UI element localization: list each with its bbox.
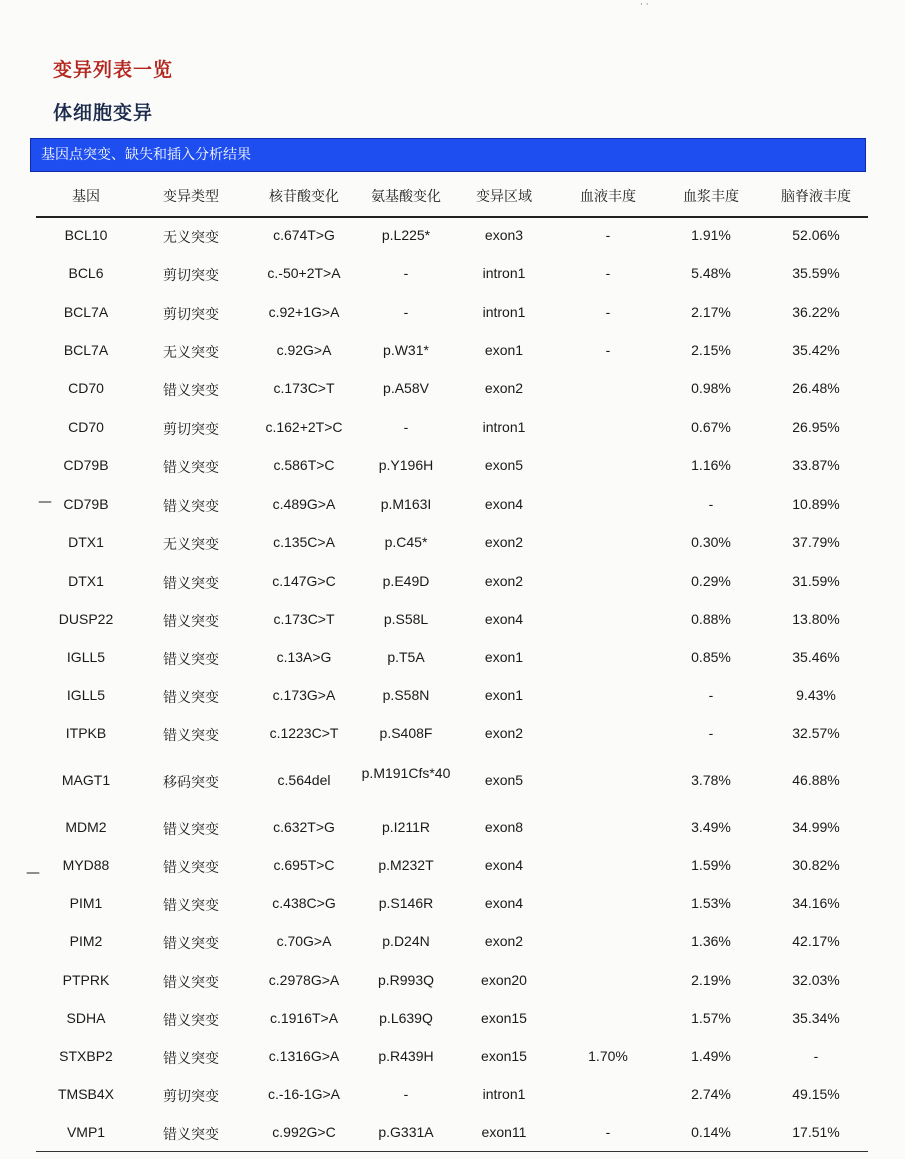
cell-variant-type: 移码突变 <box>163 774 219 790</box>
cell-nucleotide-change: c.586T>C <box>273 457 335 473</box>
cell-plasma-abundance: 1.53% <box>691 895 731 911</box>
cell-variant-region: exon11 <box>481 1124 527 1140</box>
cell-nucleotide-change: c.1223C>T <box>269 725 339 741</box>
cell-csf-abundance: 49.15% <box>792 1086 840 1102</box>
cell-amino-acid-change: - <box>403 419 409 435</box>
cell-amino-acid-change: p.W31* <box>383 342 429 358</box>
margin-mark: — <box>26 865 40 881</box>
cell-csf-abundance: 36.22% <box>792 304 840 320</box>
cell-variant-type: 无义突变 <box>163 536 219 552</box>
cell-variant-region: intron1 <box>482 419 526 435</box>
table-row <box>36 857 868 881</box>
cell-plasma-abundance: 1.36% <box>691 933 731 949</box>
cell-nucleotide-change: c.992G>C <box>272 1124 336 1140</box>
cell-nucleotide-change: c.2978G>A <box>268 972 340 988</box>
cell-gene: CD79B <box>63 457 109 473</box>
cell-gene: BCL7A <box>63 342 109 358</box>
cell-gene: DUSP22 <box>58 611 114 627</box>
header-plasma-abundance: 血浆丰度 <box>683 189 739 205</box>
cell-nucleotide-change: c.674T>G <box>273 227 335 243</box>
cell-gene: SDHA <box>66 1010 106 1026</box>
cell-variant-type: 剪切突变 <box>163 421 219 437</box>
cell-nucleotide-change: c.489G>A <box>272 496 336 512</box>
table-row <box>36 933 868 957</box>
cell-amino-acid-change: p.S408F <box>379 725 433 741</box>
header-nucleotide-change: 核苷酸变化 <box>269 189 339 205</box>
cell-variant-type: 错义突变 <box>163 382 219 398</box>
cell-amino-acid-change: p.S58N <box>382 687 430 703</box>
cell-nucleotide-change: c.1316G>A <box>268 1048 340 1064</box>
cell-csf-abundance: 32.03% <box>792 972 840 988</box>
cell-blood-abundance: - <box>605 265 611 281</box>
cell-nucleotide-change: c.13A>G <box>276 649 332 665</box>
table-row <box>36 1010 868 1034</box>
cell-amino-acid-change: p.M191Cfs*40 <box>361 765 451 781</box>
cell-gene: ITPKB <box>65 725 107 741</box>
header-variant-type: 变异类型 <box>163 189 219 205</box>
cell-variant-region: intron1 <box>482 1086 526 1102</box>
cell-amino-acid-change: p.A58V <box>383 380 429 396</box>
cell-variant-type: 错义突变 <box>163 689 219 705</box>
cell-plasma-abundance: 0.14% <box>691 1124 731 1140</box>
cell-amino-acid-change: - <box>403 1086 409 1102</box>
cell-variant-region: exon8 <box>484 819 524 835</box>
table-row <box>36 972 868 996</box>
cell-variant-type: 错义突变 <box>163 1126 219 1142</box>
cell-csf-abundance: 37.79% <box>792 534 840 550</box>
table-row <box>36 1086 868 1110</box>
cell-gene: BCL10 <box>64 227 108 243</box>
cell-variant-region: exon4 <box>484 611 524 627</box>
cell-csf-abundance: 30.82% <box>792 857 840 873</box>
cell-csf-abundance: 13.80% <box>792 611 840 627</box>
cell-amino-acid-change: p.Y196H <box>378 457 434 473</box>
cell-variant-region: intron1 <box>482 304 526 320</box>
cell-variant-type: 无义突变 <box>163 229 219 245</box>
cell-amino-acid-change: p.C45* <box>384 534 428 550</box>
cell-csf-abundance: 34.99% <box>792 819 840 835</box>
cell-gene: VMP1 <box>66 1124 106 1140</box>
table-row <box>36 1124 868 1148</box>
table-row <box>36 496 868 520</box>
header-variant-region: 变异区域 <box>476 189 532 205</box>
cell-variant-region: exon1 <box>484 649 524 665</box>
cell-variant-type: 剪切突变 <box>163 1088 219 1104</box>
section-title: 变异列表一览 <box>53 59 174 81</box>
cell-csf-abundance: 35.42% <box>792 342 840 358</box>
cell-blood-abundance: - <box>605 342 611 358</box>
cell-gene: CD79B <box>63 496 109 512</box>
cell-plasma-abundance: 5.48% <box>691 265 731 281</box>
cell-plasma-abundance: 0.98% <box>691 380 731 396</box>
cell-csf-abundance: 32.57% <box>792 725 840 741</box>
cell-variant-region: exon4 <box>484 496 524 512</box>
cell-amino-acid-change: p.R993Q <box>377 972 435 988</box>
table-header <box>36 176 868 218</box>
table-row <box>36 457 868 481</box>
table-row <box>36 304 868 328</box>
cell-nucleotide-change: c.438C>G <box>272 895 336 911</box>
table-row <box>36 649 868 673</box>
table-row <box>36 573 868 597</box>
table-row <box>36 819 868 843</box>
cell-csf-abundance: 33.87% <box>792 457 840 473</box>
table-row <box>36 380 868 404</box>
cell-gene: PIM2 <box>69 933 103 949</box>
cell-plasma-abundance: 1.59% <box>691 857 731 873</box>
cell-blood-abundance: - <box>605 227 611 243</box>
header-blood-abundance: 血液丰度 <box>580 189 636 205</box>
sub-title: 体细胞变异 <box>53 102 154 124</box>
cell-amino-acid-change: p.M232T <box>378 857 434 873</box>
cell-gene: PIM1 <box>69 895 103 911</box>
cell-csf-abundance: 26.95% <box>792 419 840 435</box>
scan-artifact-mark: · · <box>640 0 649 10</box>
header-csf-abundance: 脑脊液丰度 <box>781 189 851 205</box>
table-row <box>36 227 868 251</box>
table-row <box>36 419 868 443</box>
cell-nucleotide-change: c.147G>C <box>272 573 336 589</box>
table-row <box>36 265 868 289</box>
cell-variant-type: 剪切突变 <box>163 306 219 322</box>
cell-nucleotide-change: c.173C>T <box>273 380 335 396</box>
header-amino-acid-change: 氨基酸变化 <box>371 189 441 205</box>
cell-gene: MDM2 <box>65 819 107 835</box>
table-row <box>36 1048 868 1072</box>
cell-variant-region: exon2 <box>484 933 524 949</box>
cell-nucleotide-change: c.-16-1G>A <box>268 1086 340 1102</box>
cell-nucleotide-change: c.162+2T>C <box>265 419 343 435</box>
cell-plasma-abundance: 0.67% <box>691 419 731 435</box>
cell-amino-acid-change: - <box>403 304 409 320</box>
cell-variant-region: intron1 <box>482 265 526 281</box>
cell-variant-region: exon2 <box>484 380 524 396</box>
table-row <box>36 687 868 711</box>
cell-variant-region: exon3 <box>484 227 524 243</box>
cell-variant-region: exon2 <box>484 725 524 741</box>
cell-amino-acid-change: - <box>403 265 409 281</box>
cell-variant-type: 无义突变 <box>163 344 219 360</box>
cell-variant-type: 错义突变 <box>163 821 219 837</box>
cell-variant-region: exon2 <box>484 534 524 550</box>
cell-gene: TMSB4X <box>57 1086 114 1102</box>
cell-gene: DTX1 <box>68 534 104 550</box>
header-gene: 基因 <box>72 189 100 205</box>
cell-variant-region: exon4 <box>484 895 524 911</box>
cell-amino-acid-change: p.R439H <box>378 1048 434 1064</box>
cell-amino-acid-change: p.S58L <box>383 611 429 627</box>
cell-plasma-abundance: - <box>708 687 714 703</box>
cell-csf-abundance: 35.46% <box>792 649 840 665</box>
cell-nucleotide-change: c.70G>A <box>276 933 332 949</box>
cell-variant-region: exon15 <box>481 1010 527 1026</box>
cell-amino-acid-change: p.L639Q <box>379 1010 433 1026</box>
cell-nucleotide-change: c.173C>T <box>273 611 335 627</box>
cell-variant-type: 错义突变 <box>163 727 219 743</box>
cell-plasma-abundance: 1.91% <box>691 227 731 243</box>
cell-csf-abundance: 35.34% <box>792 1010 840 1026</box>
cell-variant-region: exon1 <box>484 342 524 358</box>
cell-nucleotide-change: c.-50+2T>A <box>267 265 341 281</box>
cell-variant-type: 错义突变 <box>163 651 219 667</box>
cell-gene: CD70 <box>68 380 104 396</box>
table-row <box>36 342 868 366</box>
cell-nucleotide-change: c.632T>G <box>273 819 335 835</box>
cell-csf-abundance: 35.59% <box>792 265 840 281</box>
cell-csf-abundance: 46.88% <box>792 772 840 788</box>
cell-plasma-abundance: 3.78% <box>691 772 731 788</box>
cell-variant-region: exon5 <box>484 772 524 788</box>
table-banner: 基因点突变、缺失和插入分析结果 <box>30 138 866 172</box>
cell-amino-acid-change: p.M163I <box>380 496 432 512</box>
cell-plasma-abundance: 1.57% <box>691 1010 731 1026</box>
cell-csf-abundance: 17.51% <box>792 1124 840 1140</box>
cell-variant-type: 剪切突变 <box>163 267 219 283</box>
cell-csf-abundance: 52.06% <box>792 227 840 243</box>
cell-blood-abundance: - <box>605 1124 611 1140</box>
table-row <box>36 895 868 919</box>
cell-gene: IGLL5 <box>66 687 106 703</box>
cell-plasma-abundance: 2.15% <box>691 342 731 358</box>
cell-gene: MYD88 <box>62 857 110 873</box>
cell-variant-region: exon2 <box>484 573 524 589</box>
cell-plasma-abundance: 2.17% <box>691 304 731 320</box>
cell-gene: STXBP2 <box>59 1048 113 1064</box>
table-row <box>36 725 868 749</box>
cell-amino-acid-change: p.S146R <box>378 895 434 911</box>
cell-nucleotide-change: c.1916T>A <box>269 1010 339 1026</box>
cell-variant-region: exon4 <box>484 857 524 873</box>
margin-mark: — <box>38 494 52 510</box>
cell-amino-acid-change: p.I211R <box>382 819 430 835</box>
cell-variant-region: exon20 <box>481 972 527 988</box>
cell-plasma-abundance: 2.19% <box>691 972 731 988</box>
cell-csf-abundance: 26.48% <box>792 380 840 396</box>
cell-plasma-abundance: 3.49% <box>691 819 731 835</box>
cell-csf-abundance: 31.59% <box>792 573 840 589</box>
cell-csf-abundance: 9.43% <box>796 687 836 703</box>
cell-plasma-abundance: 0.29% <box>691 573 731 589</box>
cell-gene: DTX1 <box>68 573 104 589</box>
cell-variant-type: 错义突变 <box>163 575 219 591</box>
cell-nucleotide-change: c.173G>A <box>272 687 336 703</box>
cell-variant-type: 错义突变 <box>163 1012 219 1028</box>
cell-nucleotide-change: c.695T>C <box>273 857 335 873</box>
cell-amino-acid-change: p.T5A <box>387 649 425 665</box>
cell-gene: PTPRK <box>62 972 110 988</box>
cell-plasma-abundance: - <box>708 725 714 741</box>
cell-variant-type: 错义突变 <box>163 459 219 475</box>
cell-variant-region: exon5 <box>484 457 524 473</box>
cell-gene: CD70 <box>68 419 104 435</box>
cell-variant-type: 错义突变 <box>163 613 219 629</box>
cell-variant-type: 错义突变 <box>163 1050 219 1066</box>
table-row <box>36 611 868 635</box>
cell-variant-region: exon1 <box>484 687 524 703</box>
cell-amino-acid-change: p.D24N <box>382 933 430 949</box>
cell-variant-region: exon15 <box>481 1048 527 1064</box>
cell-gene: IGLL5 <box>66 649 106 665</box>
cell-plasma-abundance: 1.49% <box>691 1048 731 1064</box>
cell-plasma-abundance: - <box>708 496 714 512</box>
table-row <box>36 534 868 558</box>
cell-plasma-abundance: 0.85% <box>691 649 731 665</box>
cell-blood-abundance: 1.70% <box>588 1048 628 1064</box>
cell-amino-acid-change: p.E49D <box>382 573 430 589</box>
cell-variant-type: 错义突变 <box>163 498 219 514</box>
cell-gene: MAGT1 <box>61 772 111 788</box>
cell-gene: BCL6 <box>68 265 104 281</box>
table-row <box>36 760 868 812</box>
cell-csf-abundance: 34.16% <box>792 895 840 911</box>
table-bottom-rule <box>36 1151 868 1152</box>
cell-nucleotide-change: c.135C>A <box>273 534 335 550</box>
cell-blood-abundance: - <box>605 304 611 320</box>
cell-nucleotide-change: c.92+1G>A <box>268 304 340 320</box>
cell-csf-abundance: 10.89% <box>792 496 840 512</box>
cell-nucleotide-change: c.564del <box>277 772 331 788</box>
cell-plasma-abundance: 2.74% <box>691 1086 731 1102</box>
cell-variant-type: 错义突变 <box>163 974 219 990</box>
cell-plasma-abundance: 0.30% <box>691 534 731 550</box>
cell-gene: BCL7A <box>63 304 109 320</box>
cell-plasma-abundance: 0.88% <box>691 611 731 627</box>
cell-csf-abundance: 42.17% <box>792 933 840 949</box>
cell-variant-type: 错义突变 <box>163 935 219 951</box>
cell-plasma-abundance: 1.16% <box>691 457 731 473</box>
cell-csf-abundance: - <box>813 1048 819 1064</box>
cell-amino-acid-change: p.L225* <box>381 227 431 243</box>
cell-variant-type: 错义突变 <box>163 897 219 913</box>
cell-amino-acid-change: p.G331A <box>378 1124 434 1140</box>
cell-variant-type: 错义突变 <box>163 859 219 875</box>
cell-nucleotide-change: c.92G>A <box>276 342 332 358</box>
